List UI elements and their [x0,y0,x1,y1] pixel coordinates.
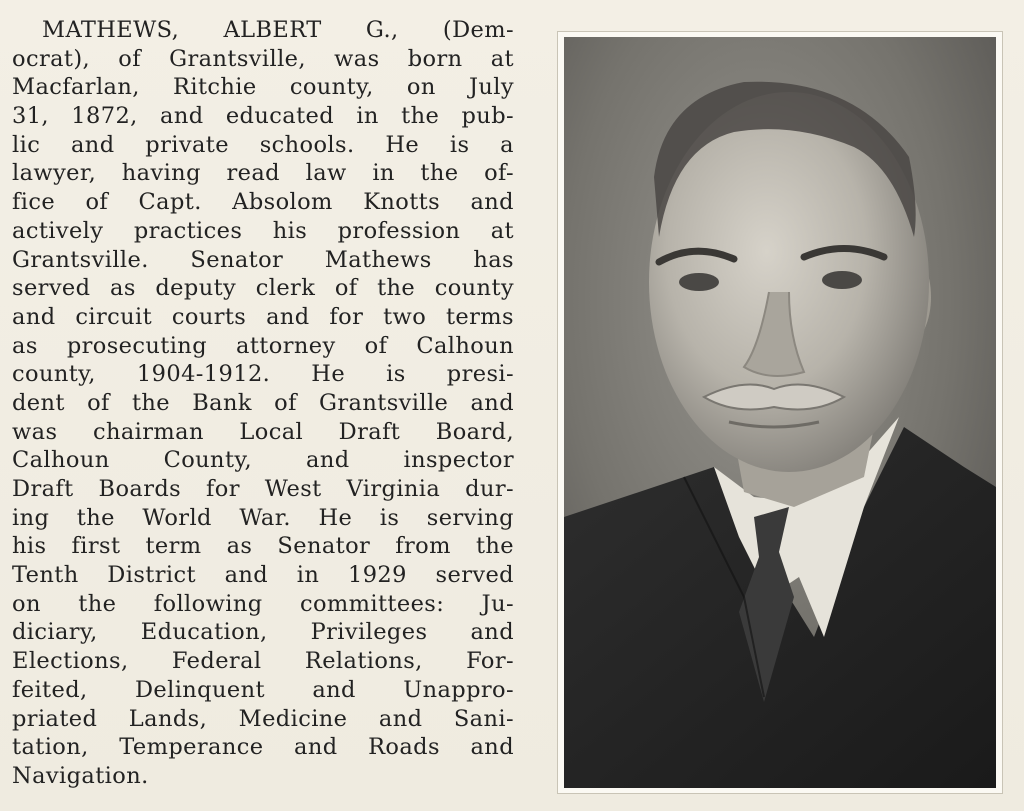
bio-line: priated Lands, Medicine and Sani- [12,705,514,732]
bio-line: and circuit courts and for two terms [12,303,514,330]
bio-line: Draft Boards for West Virginia dur- [12,476,514,502]
bio-line: feited, Delinquent and Unappro- [12,676,514,703]
bio-line: Tenth District and in 1929 served [12,562,514,589]
left-eye [679,273,719,291]
bio-line: county, 1904-1912. He is presi- [12,361,514,388]
portrait-photo [564,37,996,788]
bio-line: tation, Temperance and Roads and [12,734,514,761]
bio-line: MATHEWS, ALBERT G., (Dem- [42,17,514,43]
bio-line: lic and private schools. He is a [12,131,514,158]
bio-line: fice of Capt. Absolom Knotts and [12,189,514,216]
bio-line: was chairman Local Draft Board, [12,418,514,445]
mustache [704,385,844,410]
bio-line: his first term as Senator from the [12,533,514,560]
bio-line: actively practices his profession at [12,217,514,244]
right-eye [822,271,862,289]
bio-line: Navigation. [12,762,149,789]
portrait-frame [557,31,1003,794]
bio-line: dent of the Bank of Grantsville and [12,389,514,416]
bio-line: Calhoun County, and inspector [12,447,514,474]
bio-line: diciary, Education, Privileges and [12,619,514,646]
biography-paragraph [12,16,514,791]
bio-line: as prosecuting attorney of Calhoun [12,332,514,359]
portrait-illustration [564,37,996,788]
bio-line: Macfarlan, Ritchie county, on July [12,74,514,101]
bio-line: on the following committees: Ju- [12,590,514,617]
bio-line: lawyer, having read law in the of- [12,160,514,187]
bio-line: Grantsville. Senator Mathews has [12,246,514,273]
bio-line: ing the World War. He is serving [12,504,514,531]
bio-line: ocrat), of Grantsville, was born at [12,45,514,72]
bio-line: 31, 1872, and educated in the pub- [12,103,514,130]
bio-line: served as deputy clerk of the county [12,275,514,302]
bio-line: Elections, Federal Relations, For- [12,648,514,675]
